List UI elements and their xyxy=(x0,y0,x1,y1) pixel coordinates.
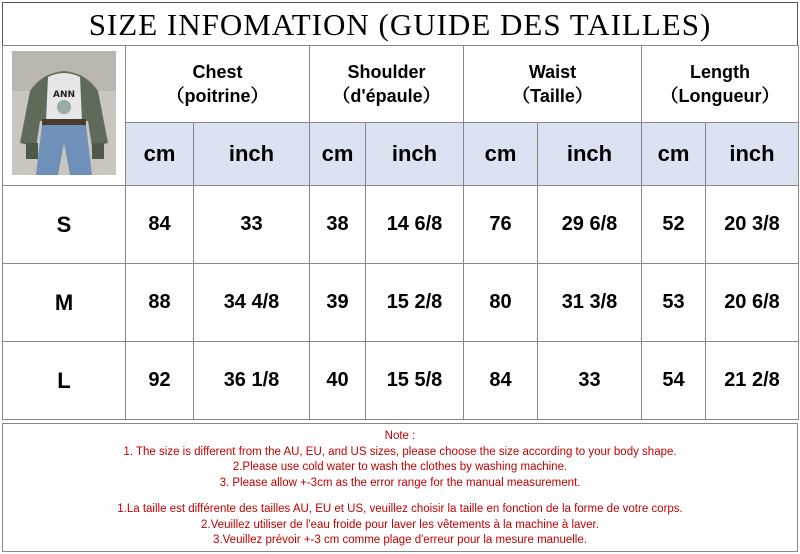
size-label: S xyxy=(3,186,126,264)
note-en-1: 1. The size is different from the AU, EU, and US sizes, please choose the size according to your body shape. xyxy=(123,445,677,458)
model-photo-cell xyxy=(3,46,126,186)
note-fr-3: 3.Veuillez prévoir +-3 cm comme plage d'erreur pour la mesure manuelle. xyxy=(213,534,587,546)
table-cell: 38 xyxy=(310,186,366,264)
table-cell: 53 xyxy=(642,264,706,342)
table-cell: 20 3/8 xyxy=(706,186,799,264)
page-title: SIZE INFOMATION (GUIDE DES TAILLES) xyxy=(2,2,798,46)
size-table xyxy=(2,45,799,420)
table-cell: 40 xyxy=(310,342,366,420)
header-waist: Waist （Taille） xyxy=(464,46,642,123)
note-en-3: 3. Please allow +-3cm as the error range for the manual measurement. xyxy=(219,476,581,489)
model-photo xyxy=(12,51,116,175)
table-cell: 76 xyxy=(464,186,538,264)
table-cell: 14 6/8 xyxy=(366,186,464,264)
notes-box xyxy=(2,423,798,552)
header-chest: Chest （poitrine） xyxy=(126,46,310,123)
table-cell: 20 6/8 xyxy=(706,264,799,342)
table-row xyxy=(3,342,799,420)
unit-cm: cm xyxy=(464,123,538,186)
svg-text:ANN: ANN xyxy=(52,90,76,100)
table-cell: 21 2/8 xyxy=(706,342,799,420)
note-fr-1: 1.La taille est différente des tailles AU, EU et US, veuillez choisir la taille en fonction de la forme de votre corps. xyxy=(117,503,683,515)
table-cell: 33 xyxy=(538,342,642,420)
header-length: Length （Longueur） xyxy=(642,46,799,123)
table-cell: 36 1/8 xyxy=(194,342,310,420)
size-label: M xyxy=(3,264,126,342)
table-cell: 52 xyxy=(642,186,706,264)
unit-inch: inch xyxy=(538,123,642,186)
unit-inch: inch xyxy=(194,123,310,186)
table-cell: 92 xyxy=(126,342,194,420)
note-fr-2: 2.Veuillez utiliser de l'eau froide pour laver les vêtements à la machine à laver. xyxy=(201,518,599,531)
unit-cm: cm xyxy=(642,123,706,186)
table-cell: 15 2/8 xyxy=(366,264,464,342)
table-cell: 29 6/8 xyxy=(538,186,642,264)
note-en-2: 2.Please use cold water to wash the clothes by washing machine. xyxy=(232,461,568,473)
table-cell: 34 4/8 xyxy=(194,264,310,342)
unit-cm: cm xyxy=(126,123,194,186)
table-cell: 84 xyxy=(464,342,538,420)
table-row xyxy=(3,264,799,342)
table-cell: 54 xyxy=(642,342,706,420)
table-cell: 33 xyxy=(194,186,310,264)
notes-heading: Note : xyxy=(384,430,416,442)
table-cell: 84 xyxy=(126,186,194,264)
table-cell: 88 xyxy=(126,264,194,342)
table-cell: 31 3/8 xyxy=(538,264,642,342)
size-label: L xyxy=(3,342,126,420)
header-shoulder: Shoulder （d'épaule） xyxy=(310,46,464,123)
unit-cm: cm xyxy=(310,123,366,186)
table-cell: 80 xyxy=(464,264,538,342)
unit-inch: inch xyxy=(706,123,799,186)
unit-inch: inch xyxy=(366,123,464,186)
table-cell: 15 5/8 xyxy=(366,342,464,420)
table-row xyxy=(3,186,799,264)
table-cell: 39 xyxy=(310,264,366,342)
